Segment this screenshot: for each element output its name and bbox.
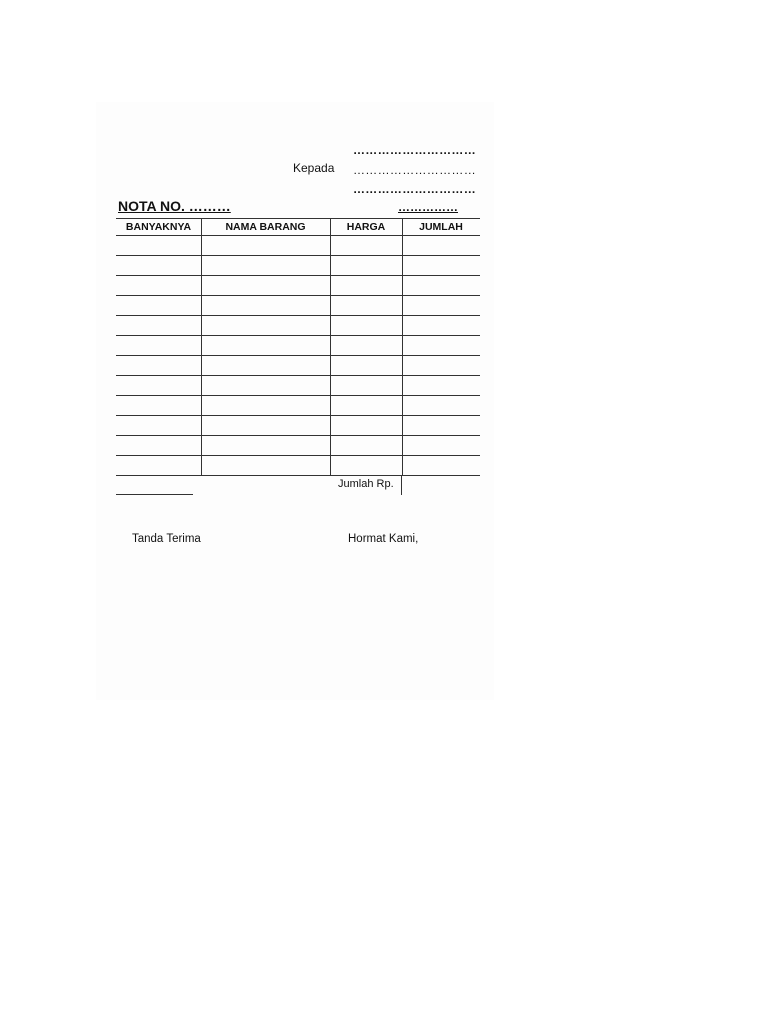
column-header-harga: HARGA — [346, 221, 386, 233]
recipient-label: Kepada — [293, 161, 335, 175]
table-column-divider — [402, 218, 403, 475]
table-row-rule — [116, 335, 480, 336]
table-top-rule — [116, 218, 480, 219]
recipient-line-1: ………………………… — [353, 143, 476, 157]
recipient-line-2: ………………………… — [353, 163, 476, 177]
table-row-rule — [116, 395, 480, 396]
table-row-rule — [116, 255, 480, 256]
column-header-jumlah: JUMLAH — [419, 221, 463, 233]
total-label: Jumlah Rp. — [338, 478, 394, 490]
table-row-rule — [116, 375, 480, 376]
nota-number: NOTA NO. ……… — [118, 198, 231, 214]
date-field: …………… — [398, 200, 458, 214]
total-divider — [401, 476, 402, 495]
sender-signature-label: Hormat Kami, — [348, 533, 419, 545]
column-header-banyaknya: BANYAKNYA — [125, 221, 192, 233]
table-row-rule — [116, 435, 480, 436]
table-column-divider — [201, 218, 202, 475]
signature-line — [116, 494, 193, 495]
table-row-rule — [116, 455, 480, 456]
table-row-rule — [116, 315, 480, 316]
table-column-divider — [330, 218, 331, 475]
table-row-rule — [116, 415, 480, 416]
table-header-rule — [116, 235, 480, 236]
table-row-rule — [116, 275, 480, 276]
receiver-signature-label: Tanda Terima — [132, 533, 201, 545]
table-row-rule — [116, 295, 480, 296]
table-row-rule — [116, 475, 480, 476]
column-header-nama-barang: NAMA BARANG — [225, 221, 306, 233]
table-row-rule — [116, 355, 480, 356]
recipient-line-3: ………………………… — [353, 182, 476, 196]
